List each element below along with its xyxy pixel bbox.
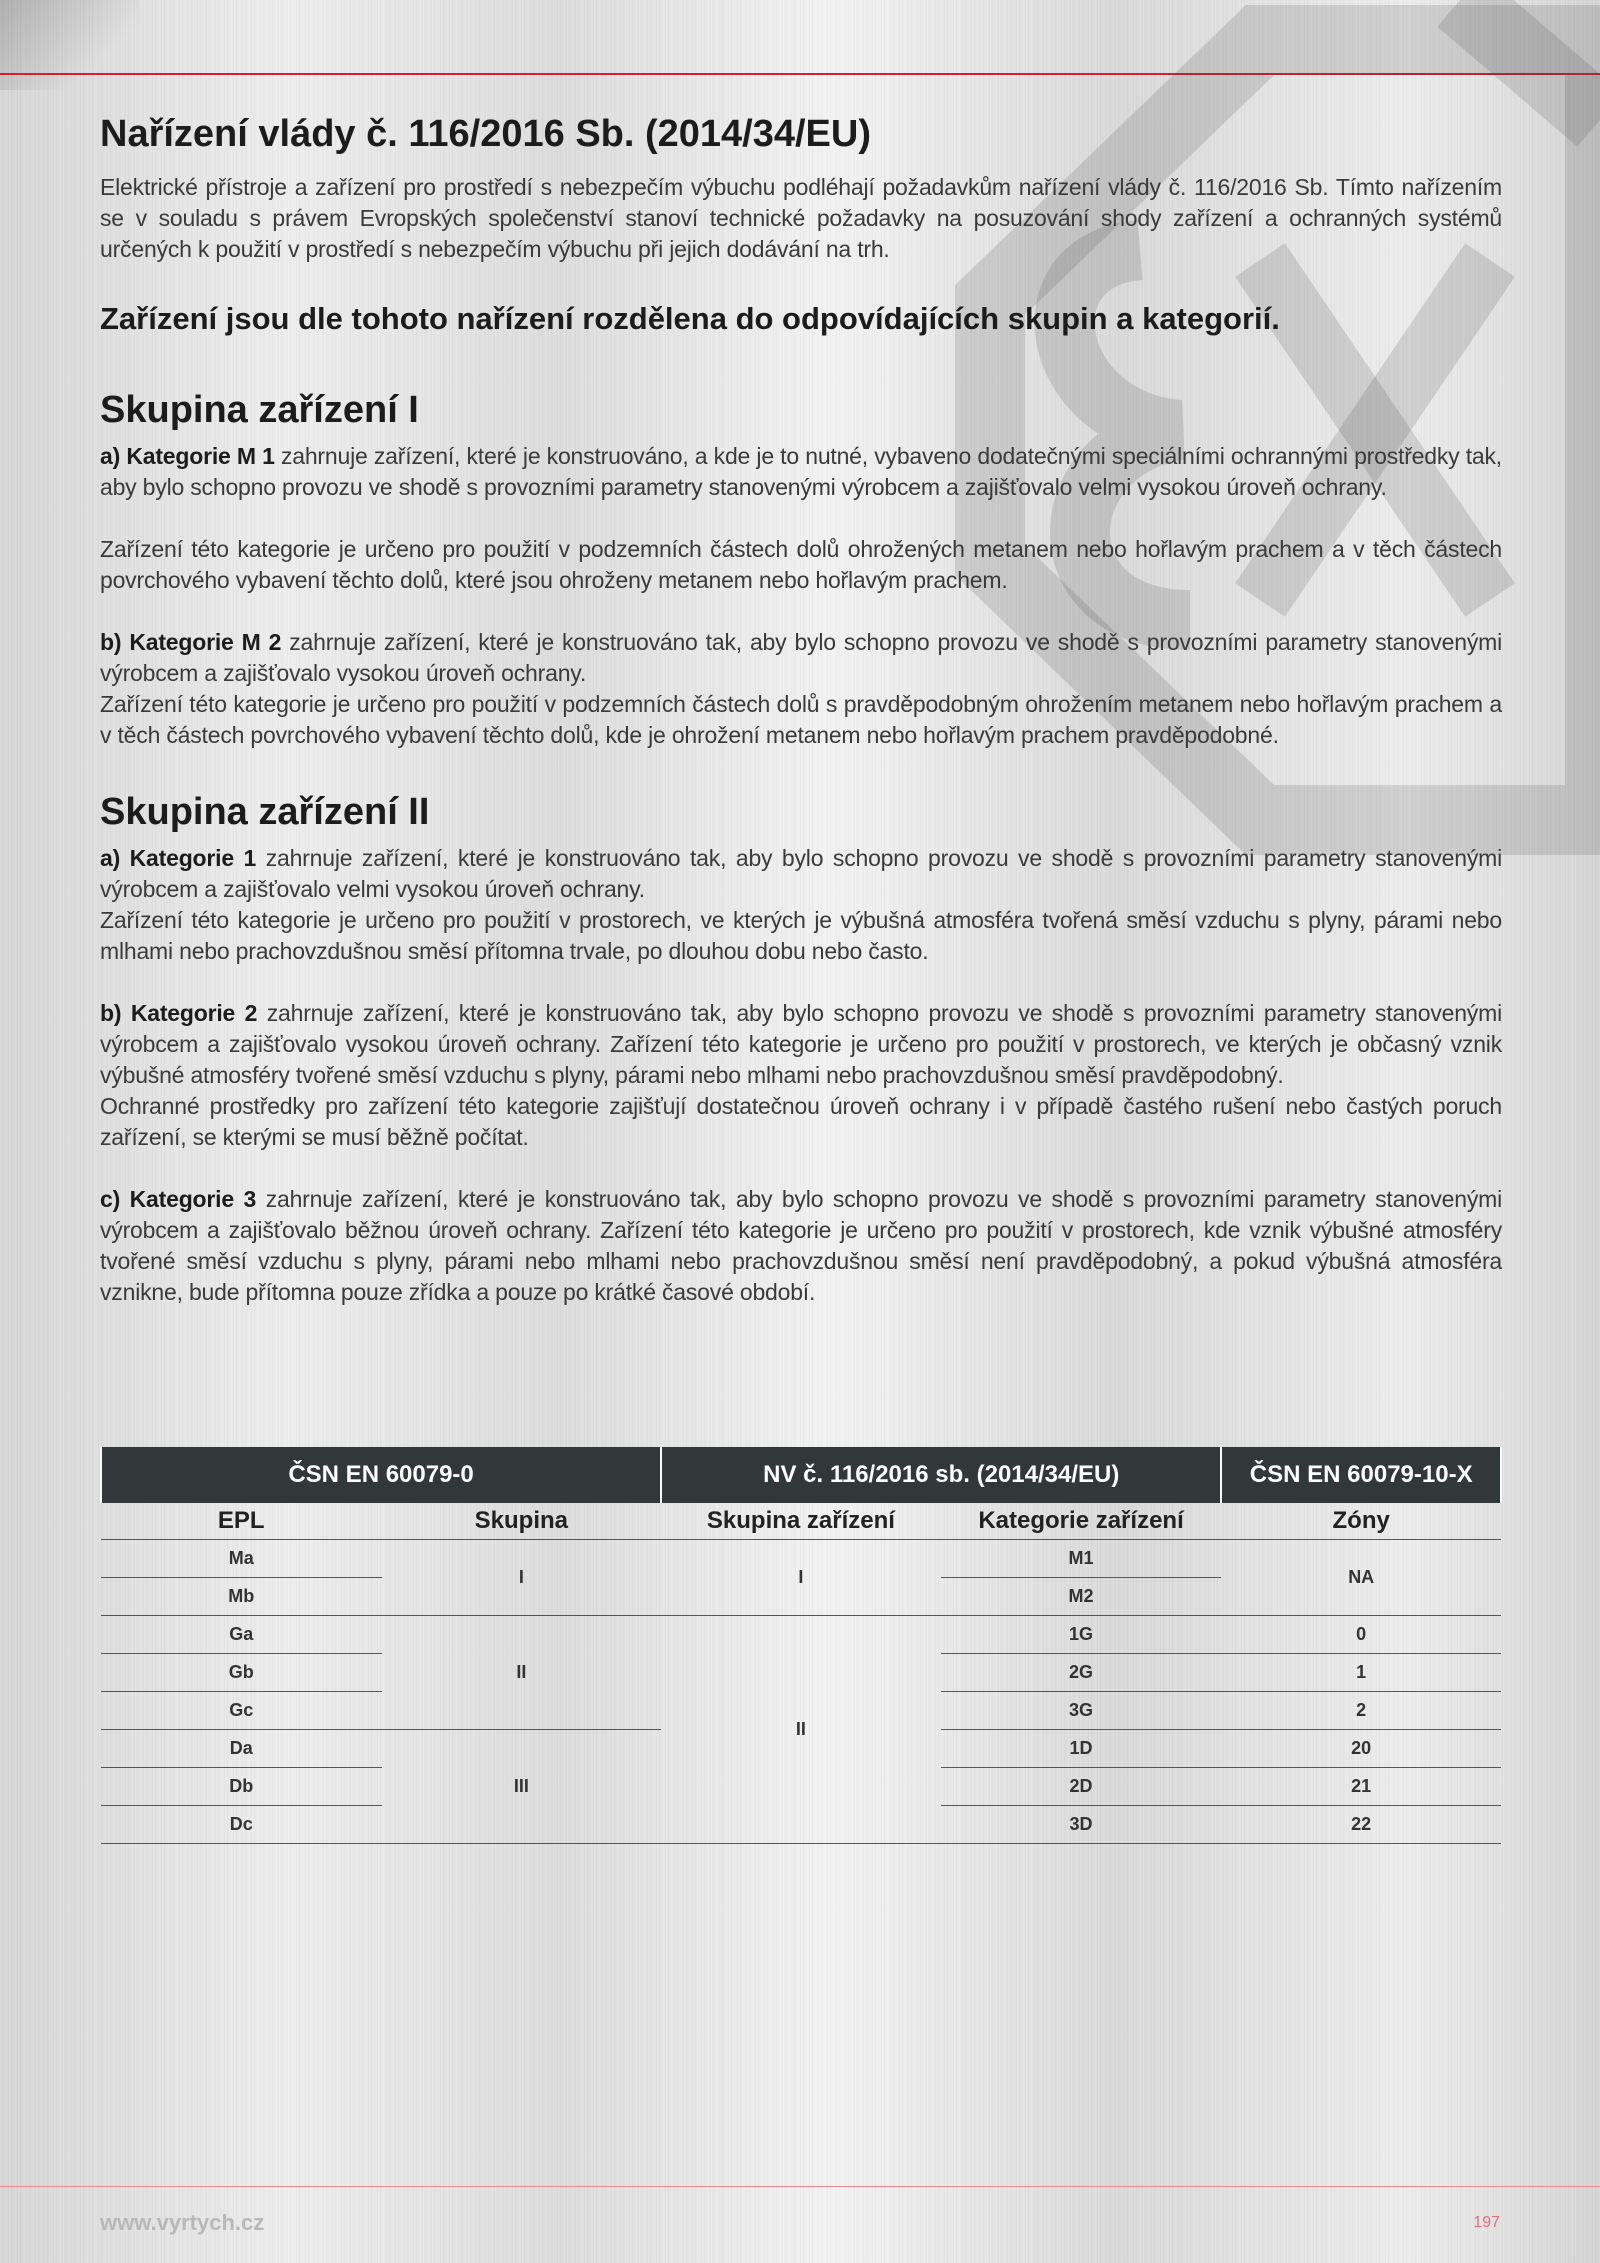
group2-b-text: zahrnuje zařízení, které je konstruováno tak, aby bylo schopno provozu ve shodě s provozními parametry stanovenými výrobcem a zajišťovalo vysokou úroveň ochrany. Zařízení této kategorie je určeno pro použití v prostorech, ve kterých je občasný vznik výbušné atmosféry tvořené směsí vzduchu s plyny, párami nebo mlhami nebo prachovzdušnou směsí pravděpodobný.: [100, 1000, 1502, 1088]
header-nv-116: NV č. 116/2016 sb. (2014/34/EU): [661, 1447, 1221, 1503]
epl-cell: Da: [101, 1730, 382, 1768]
col-header-zony: Zóny: [1221, 1503, 1501, 1540]
zony-cell: NA: [1221, 1540, 1501, 1616]
kategorie-cell: 2G: [941, 1654, 1222, 1692]
skupina-cell: I: [382, 1540, 662, 1616]
group1-a-paragraph: [100, 441, 1502, 503]
group2-a-paragraph-2: Zařízení této kategorie je určeno pro použití v prostorech, ve kterých je výbušná atmosféra tvořená směsí vzduchu s plyny, párami nebo mlhami nebo prachovzdušnou směsí přítomna trvale, po dlouhou dobu nebo často.: [100, 907, 1502, 964]
skupina-zarizeni-cell: I: [661, 1540, 941, 1616]
zony-cell: 22: [1221, 1806, 1501, 1844]
table-top-header-row: [101, 1447, 1501, 1503]
kategorie-cell: 1G: [941, 1616, 1222, 1654]
col-header-epl: EPL: [101, 1503, 382, 1540]
bottom-rule: [0, 2186, 1600, 2187]
col-header-kategorie: Kategorie zařízení: [941, 1503, 1222, 1540]
epl-cell: Mb: [101, 1578, 382, 1616]
intro-paragraph: Elektrické přístroje a zařízení pro prostředí s nebezpečím výbuchu podléhají požadavkům nařízení vlády č. 116/2016 Sb. Tímto nařízením se v souladu s právem Evropských společenství stanoví technické požadavky na posuzování shody zařízení a ochranných systémů určených k použití v prostředí s nebezpečím výbuchu při jejich dodávání na trh.: [100, 174, 1502, 262]
corner-shadow: [0, 0, 140, 90]
zony-cell: 0: [1221, 1616, 1501, 1654]
group2-b-paragraph: [100, 998, 1502, 1091]
epl-cell: Ma: [101, 1540, 382, 1578]
epl-cell: Ga: [101, 1616, 382, 1654]
header-csn-60079-0: ČSN EN 60079-0: [101, 1447, 661, 1503]
group1-b-text: zahrnuje zařízení, které je konstruováno tak, aby bylo schopno provozu ve shodě s provozními parametry stanovenými výrobcem a zajišťovalo vysokou úroveň ochrany.: [100, 629, 1502, 686]
group1-title: Skupina zařízení I: [100, 389, 419, 431]
epl-cell: Db: [101, 1768, 382, 1806]
group2-c-label: c) Kategorie 3: [100, 1186, 257, 1212]
kategorie-cell: M2: [941, 1578, 1222, 1616]
zony-cell: 21: [1221, 1768, 1501, 1806]
skupina-cell: III: [382, 1730, 662, 1844]
group2-a-text: zahrnuje zařízení, které je konstruováno tak, aby bylo schopno provozu ve shodě s provozními parametry stanovenými výrobcem a zajišťovalo velmi vysokou úroveň ochrany.: [100, 845, 1502, 902]
kategorie-cell: M1: [941, 1540, 1222, 1578]
skupina-cell: II: [382, 1616, 662, 1730]
page-number: 197: [1473, 2214, 1500, 2231]
header-csn-60079-10: ČSN EN 60079-10-X: [1221, 1447, 1501, 1503]
group2-c-paragraph: [100, 1184, 1502, 1308]
main-content: [100, 110, 1502, 1308]
group1-b-paragraph-2: Zařízení této kategorie je určeno pro použití v podzemních částech dolů s pravděpodobným ohrožením metanem nebo hořlavým prachem a v těch částech povrchového vybavení těchto dolů, kde je ohrožení metanem nebo hořlavým prachem pravděpodobné.: [100, 691, 1502, 748]
group1-a-text: zahrnuje zařízení, které je konstruováno, a kde je to nutné, vybaveno dodatečnými speciálními ochrannými prostředky tak, aby bylo schopno provozu ve shodě s provozními parametry stanovenými výrobcem a zajišťovalo velmi vysokou úroveň ochrany.: [100, 443, 1502, 500]
table-row: [101, 1616, 1501, 1654]
epl-cell: Gb: [101, 1654, 382, 1692]
page-title: Nařízení vlády č. 116/2016 Sb. (2014/34/EU): [100, 113, 872, 155]
classification-table: [100, 1447, 1502, 1844]
group1-b-paragraph: [100, 627, 1502, 689]
lead-statement: Zařízení jsou dle tohoto nařízení rozdělena do odpovídajících skupin a kategorií.: [100, 301, 1280, 336]
epl-cell: Dc: [101, 1806, 382, 1844]
table-row: [101, 1540, 1501, 1578]
group2-a-label: a) Kategorie 1: [100, 845, 257, 871]
footer-website-link[interactable]: www.vyrtych.cz: [100, 2210, 265, 2235]
group2-b-paragraph-2: Ochranné prostředky pro zařízení této kategorie zajišťují dostatečnou úroveň ochrany i v případě častého rušení nebo častých poruch zařízení, se kterými se musí běžně počítat.: [100, 1093, 1502, 1150]
zony-cell: 2: [1221, 1692, 1501, 1730]
kategorie-cell: 3D: [941, 1806, 1222, 1844]
col-header-skupina-zarizeni: Skupina zařízení: [661, 1503, 941, 1540]
epl-cell: Gc: [101, 1692, 382, 1730]
col-header-skupina: Skupina: [382, 1503, 662, 1540]
kategorie-cell: 3G: [941, 1692, 1222, 1730]
zony-cell: 1: [1221, 1654, 1501, 1692]
zony-cell: 20: [1221, 1730, 1501, 1768]
table-sub-header-row: [101, 1503, 1501, 1540]
group2-title: Skupina zařízení II: [100, 791, 430, 833]
group1-a-paragraph-2: Zařízení této kategorie je určeno pro použití v podzemních částech dolů ohrožených metanem nebo hořlavým prachem a v těch částech povrchového vybavení těchto dolů, které jsou ohroženy metanem nebo hořlavým prachem.: [100, 536, 1502, 593]
group2-c-text: zahrnuje zařízení, které je konstruováno tak, aby bylo schopno provozu ve shodě s provozními parametry stanovenými výrobcem a zajišťovalo běžnou úroveň ochrany. Zařízení této kategorie je určeno pro použití v prostorech, kde vznik výbušné atmosféry tvořené směsí vzduchu s plyny, párami nebo mlhami nebo prachovzdušnou směsí není pravděpodobný, a pokud výbušná atmosféra vznikne, bude přítomna pouze zřídka a pouze po krátké časové období.: [100, 1186, 1502, 1305]
kategorie-cell: 2D: [941, 1768, 1222, 1806]
group2-b-label: b) Kategorie 2: [100, 1000, 258, 1026]
group1-a-label: a) Kategorie M 1: [100, 443, 275, 469]
group1-b-label: b) Kategorie M 2: [100, 629, 282, 655]
kategorie-cell: 1D: [941, 1730, 1222, 1768]
skupina-zarizeni-cell: II: [661, 1616, 941, 1844]
group2-a-paragraph: [100, 843, 1502, 905]
